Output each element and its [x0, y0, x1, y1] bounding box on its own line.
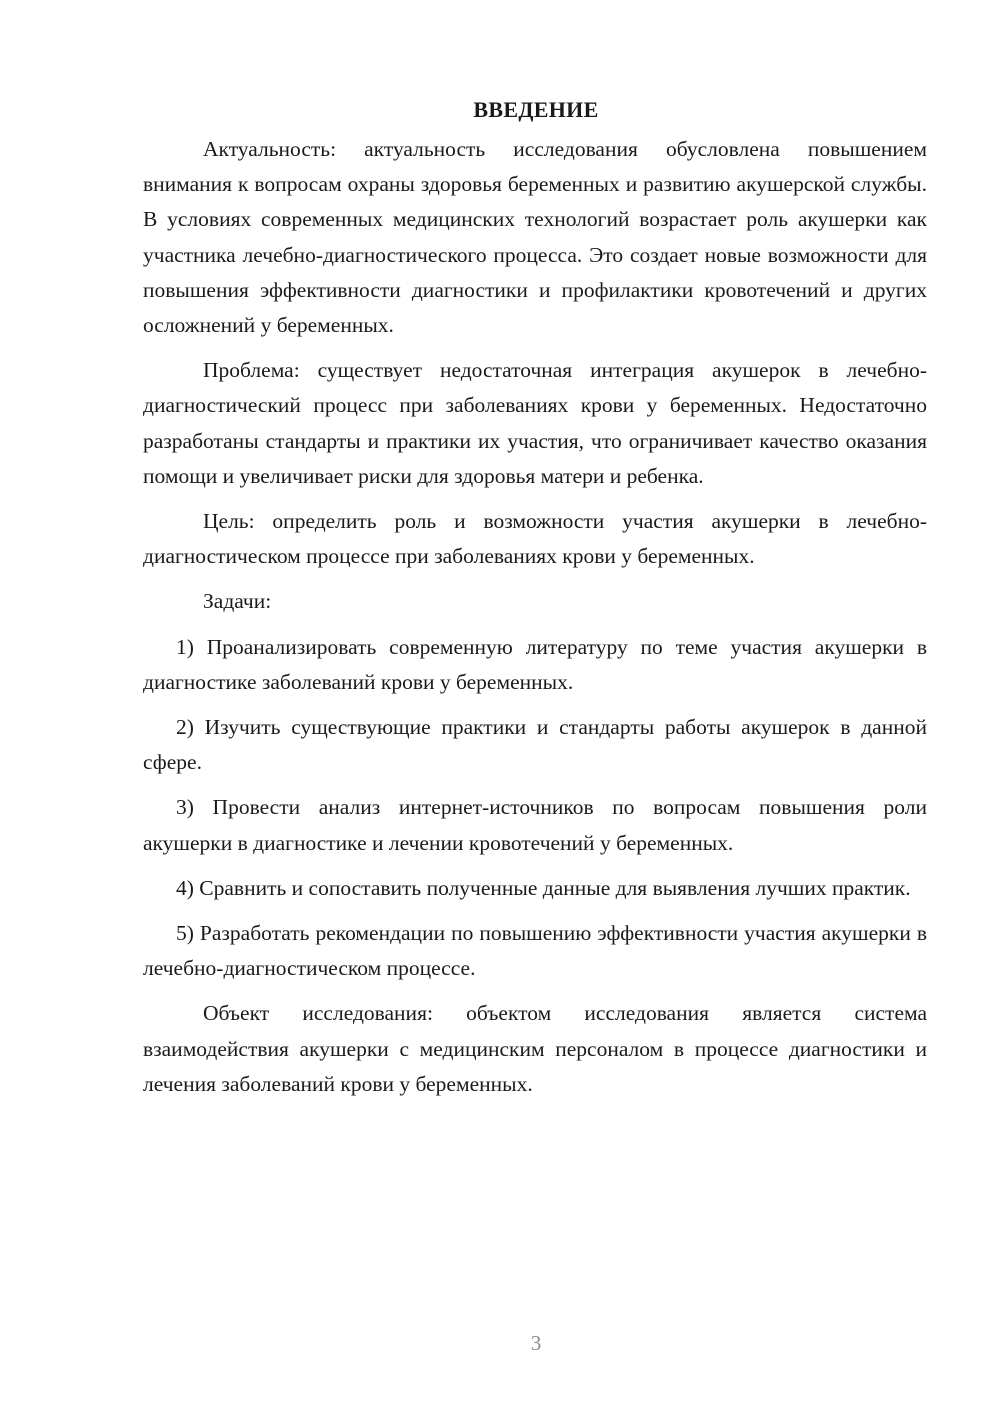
paragraph-problem: Проблема: существует недостаточная интеграция акушерок в лечебно-диагностический процесс при заболеваниях крови у беременных. Недостаточно разработаны стандарты и практики их участия, что ограничивает качество оказания помощи и увеличивает риски для здоровья матери и ребенка. — [143, 358, 927, 488]
document-page — [143, 92, 927, 1112]
paragraph-goal: Цель: определить роль и возможности участия акушерки в лечебно-диагностическом процессе при заболеваниях крови у беременных. — [143, 509, 927, 569]
task-item-4: 4) Сравнить и сопоставить полученные данные для выявления лучших практик. — [176, 875, 911, 900]
paragraph-tasks-heading: Задачи: — [203, 589, 272, 614]
section-title: ВВЕДЕНИЕ — [473, 97, 599, 122]
paragraph-research-object: Объект исследования: объектом исследования является система взаимодействия акушерки с медицинским персоналом в процессе диагностики и лечения заболеваний крови у беременных. — [143, 1001, 927, 1096]
paragraph-relevance: Актуальность: актуальность исследования обусловлена повышением внимания к вопросам охраны здоровья беременных и развитию акушерской службы. В условиях современных медицинских технологий возрастает роль акушерки как участника лечебно-диагностического процесса. Это создает новые возможности для повышения эффективности диагностики и профилактики кровотечений и других осложнений у беременных. — [143, 137, 927, 338]
page-number: 3 — [530, 1331, 542, 1355]
task-item-5: 5) Разработать рекомендации по повышению эффективности участия акушерки в лечебно-диагностическом процессе. — [143, 921, 927, 981]
task-item-2: 2) Изучить существующие практики и стандарты работы акушерок в данной сфере. — [143, 715, 927, 775]
task-item-3: 3) Провести анализ интернет-источников по вопросам повышения роли акушерки в диагностике и лечении кровотечений у беременных. — [143, 795, 927, 855]
task-item-1: 1) Проанализировать современную литературу по теме участия акушерки в диагностике заболеваний крови у беременных. — [143, 634, 927, 694]
